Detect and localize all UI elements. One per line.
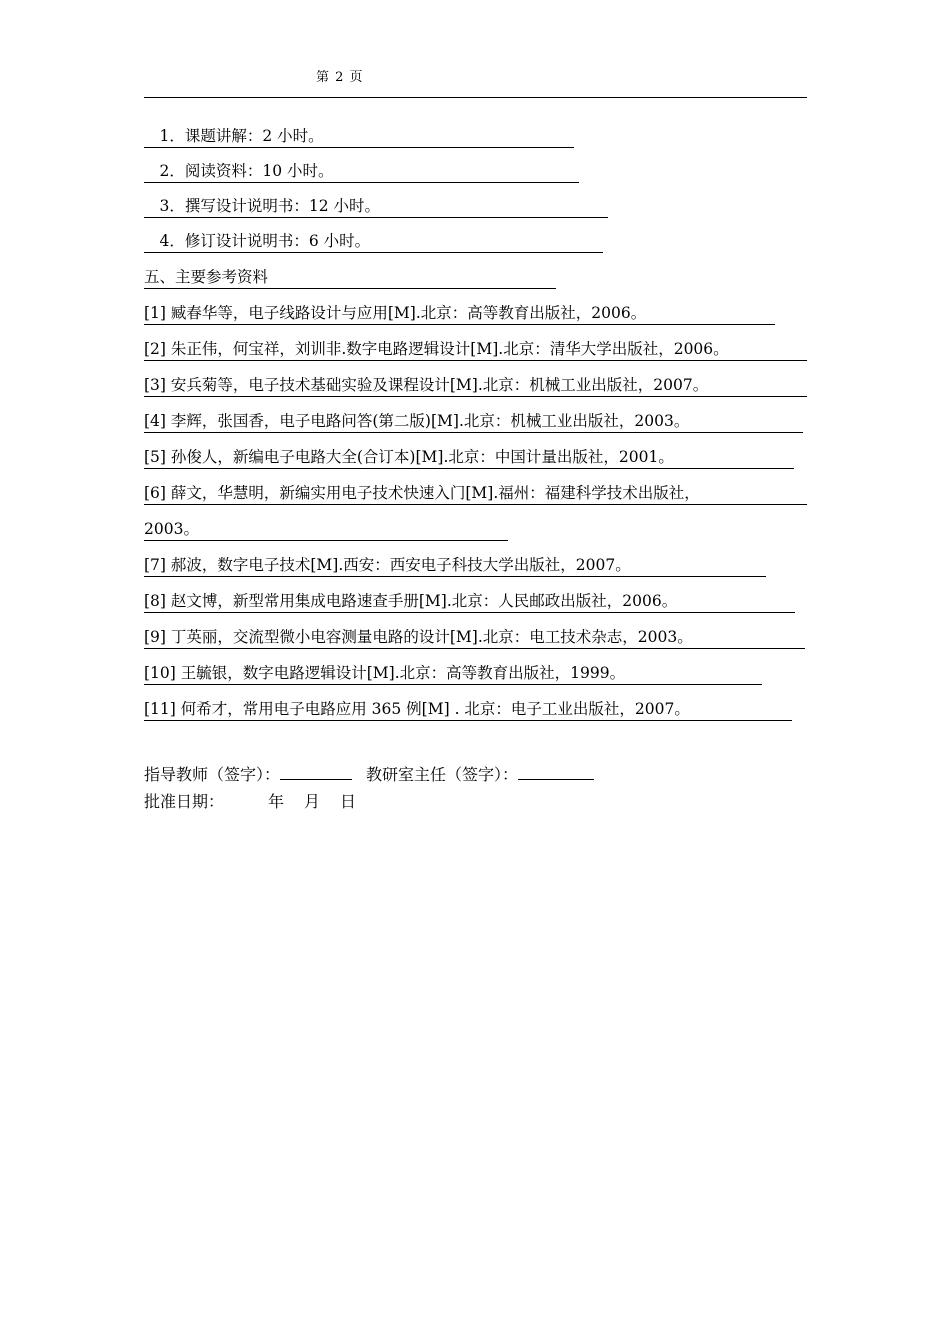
day-label: 日 bbox=[340, 792, 357, 811]
reference-item: [11] 何希才，常用电子电路应用 365 例[M] . 北京：电子工业出版社，2007。 bbox=[144, 697, 792, 721]
reference-item: [6] 薛文，华慧明，新编实用电子技术快速入门[M].福州：福建科学技术出版社， bbox=[144, 481, 807, 505]
year-label: 年 bbox=[268, 792, 285, 811]
schedule-item: 1．课题讲解：2 小时。 bbox=[144, 124, 574, 148]
month-label: 月 bbox=[304, 792, 321, 811]
advisor-signature-blank bbox=[280, 761, 352, 780]
page-number-label: 第 2 页 bbox=[316, 70, 364, 85]
schedule-item: 4．修订设计说明书：6 小时。 bbox=[144, 229, 603, 253]
reference-item: [3] 安兵菊等，电子技术基础实验及课程设计[M].北京：机械工业出版社，2007。 bbox=[144, 373, 807, 397]
approval-date-label: 批准日期： bbox=[144, 792, 225, 811]
reference-item: [4] 李辉，张国香，电子电路问答(第二版)[M].北京：机械工业出版社，2003。 bbox=[144, 409, 803, 433]
director-signature-blank bbox=[518, 761, 594, 780]
reference-item: [5] 孙俊人，新编电子电路大全(合订本)[M].北京：中国计量出版社，2001。 bbox=[144, 445, 794, 469]
reference-item: [2] 朱正伟，何宝祥，刘训非.数字电路逻辑设计[M].北京：清华大学出版社，2006。 bbox=[144, 337, 807, 361]
schedule-item: 2．阅读资料：10 小时。 bbox=[144, 159, 579, 183]
references-heading: 五、主要参考资料 bbox=[144, 265, 556, 289]
reference-item: [8] 赵文博，新型常用集成电路速查手册[M].北京：人民邮政出版社，2006。 bbox=[144, 589, 795, 613]
director-signature-label: 教研室主任（签字）： bbox=[366, 765, 519, 784]
reference-item-continued: 2003。 bbox=[144, 517, 508, 541]
schedule-item: 3．撰写设计说明书：12 小时。 bbox=[144, 194, 608, 218]
reference-item: [10] 王毓银，数字电路逻辑设计[M].北京：高等教育出版社，1999。 bbox=[144, 661, 762, 685]
advisor-signature-label: 指导教师（签字）： bbox=[144, 765, 281, 784]
header-divider bbox=[144, 97, 807, 98]
approval-date-row bbox=[144, 790, 356, 814]
reference-item: [1] 臧春华等，电子线路设计与应用[M].北京：高等教育出版社，2006。 bbox=[144, 301, 775, 325]
reference-item: [9] 丁英丽，交流型微小电容测量电路的设计[M].北京：电工技术杂志，2003。 bbox=[144, 625, 805, 649]
reference-item: [7] 郝波，数字电子技术[M].西安：西安电子科技大学出版社，2007。 bbox=[144, 553, 766, 577]
signature-row bbox=[144, 761, 594, 787]
